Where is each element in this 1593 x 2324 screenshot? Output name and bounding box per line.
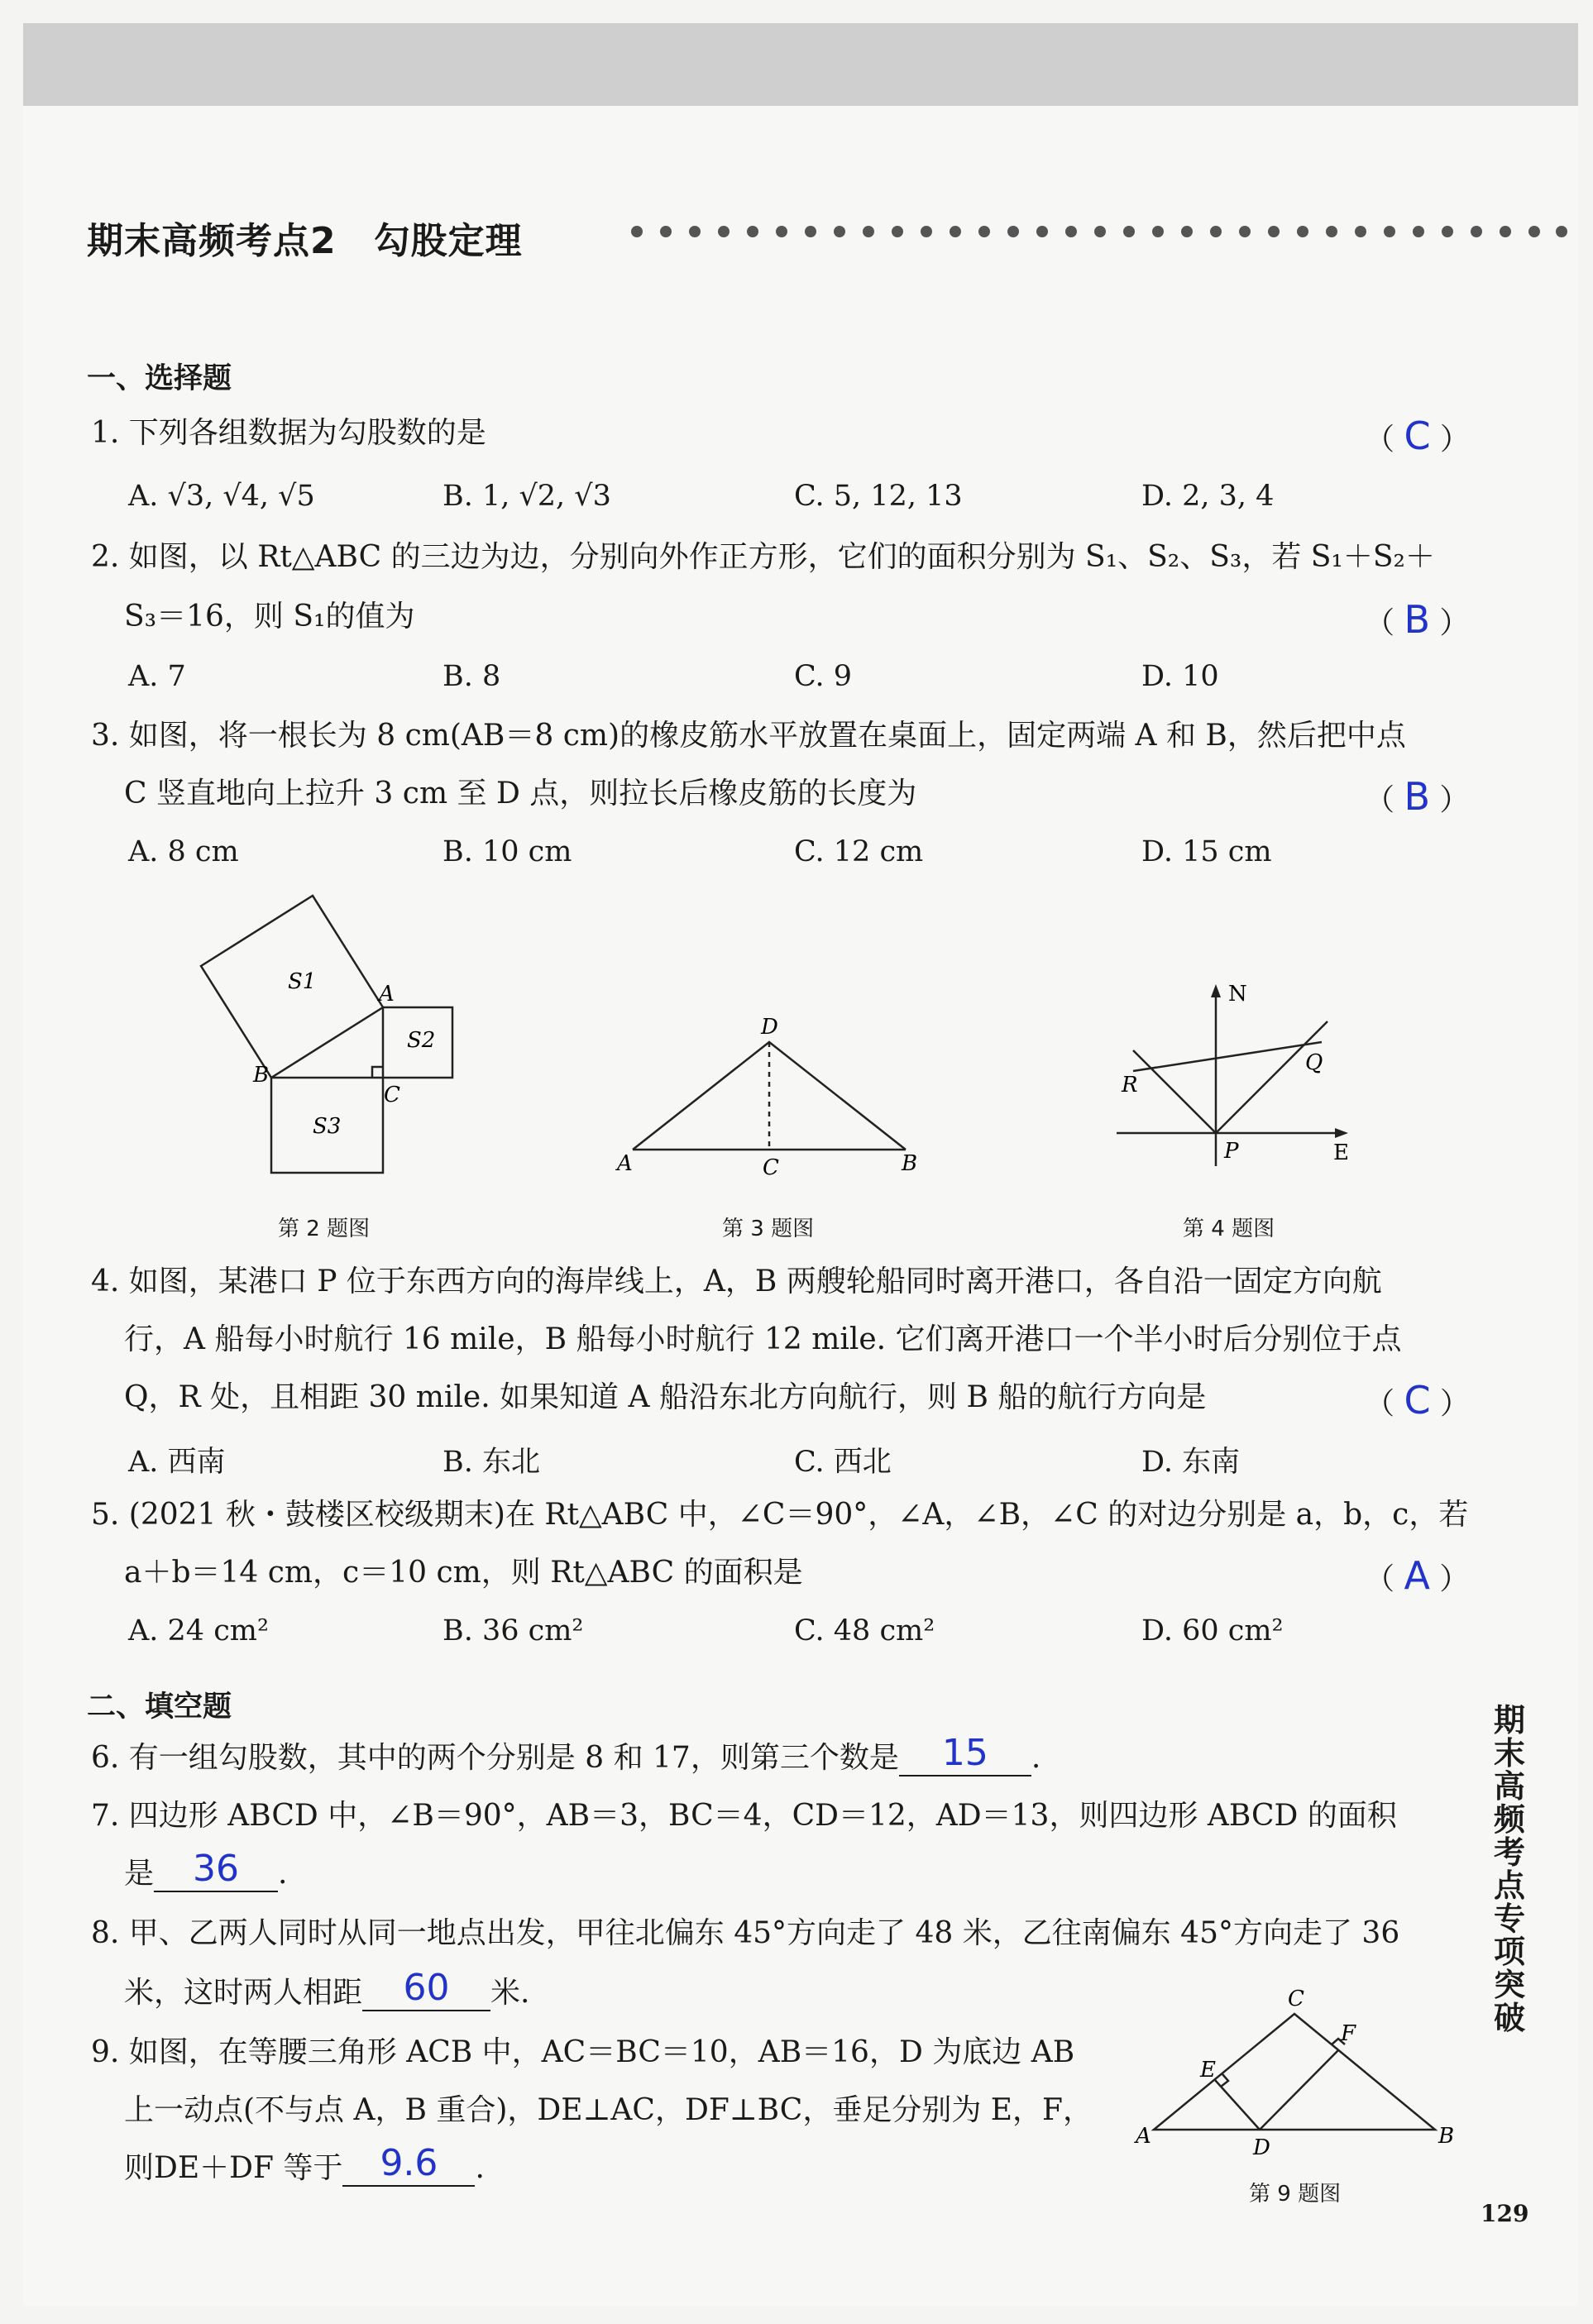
fig2-label-a: A: [379, 982, 395, 1007]
q2-line1: 2. 如图，以 Rt△ABC 的三边为边，分别向外作正方形，它们的面积分别为 S₁、S₂、S₃，若 S₁＋S₂＋: [91, 540, 1435, 574]
q6-row: [91, 1732, 1041, 1776]
fig9-label-c: C: [1288, 1987, 1304, 2011]
q2-option-c: C. 9: [794, 660, 853, 693]
q4-option-d: D. 东南: [1141, 1446, 1241, 1479]
q9-row3: [124, 2142, 485, 2187]
fig9-label-f: F: [1341, 2021, 1356, 2046]
fig3-label-a: A: [617, 1151, 633, 1176]
q4-answer-bracket: （ C ）: [1365, 1378, 1471, 1423]
q8-answer: 60: [403, 1967, 450, 2009]
q8-line2: 米，这时两人相距: [124, 1976, 363, 2010]
q7-line1: 7. 四边形 ABCD 中，∠B＝90°，AB＝3，BC＝4，CD＝12，AD＝13，则四边形 ABCD 的面积: [91, 1799, 1397, 1833]
q3-line2: C 竖直地向上拉升 3 cm 至 D 点，则拉长后橡皮筋的长度为: [124, 777, 917, 811]
fig4-caption: 第 4 题图: [1183, 1217, 1275, 1241]
q3-answer: B: [1404, 774, 1431, 819]
fig2-label-s2: S2: [407, 1028, 436, 1053]
fig3-caption: 第 3 题图: [722, 1217, 815, 1241]
q8-blank: [362, 1967, 490, 2011]
title-dot-leader: [629, 217, 1571, 246]
q4-option-a: A. 西南: [128, 1446, 226, 1479]
q4-line3: Q，R 处，且相距 30 mile. 如果知道 A 船沿东北方向航行，则 B 船的航行方向是: [124, 1380, 1207, 1414]
q3-option-a: A. 8 cm: [128, 835, 239, 868]
fig9-label-b: B: [1438, 2124, 1455, 2149]
q6-answer: 15: [941, 1732, 988, 1774]
q5-line2: a＋b＝14 cm，c＝10 cm，则 Rt△ABC 的面积是: [124, 1556, 803, 1590]
q5-option-c: C. 48 cm²: [794, 1614, 935, 1647]
q9-end: .: [475, 2151, 485, 2185]
fig9-label-d: D: [1253, 2135, 1270, 2160]
q2-option-a: A. 7: [128, 660, 186, 693]
sidebar-vertical-label: 期末高频考点专项突破: [1493, 1702, 1525, 2036]
top-gray-bar: [23, 23, 1578, 106]
q5-answer-bracket: （ A ）: [1365, 1553, 1470, 1598]
page-title: 期末高频考点2 勾股定理: [87, 220, 523, 262]
q1-answer-bracket: （ C ）: [1365, 414, 1471, 458]
fig9-label-e: E: [1200, 2058, 1216, 2083]
q1-option-c: C. 5, 12, 13: [794, 480, 963, 513]
fig2-label-b: B: [253, 1063, 270, 1088]
q7-answer: 36: [193, 1848, 240, 1890]
q9-answer: 9.6: [380, 2142, 438, 2184]
q1-option-b: B. 1, √2, √3: [442, 480, 611, 513]
q8-row2: [124, 1967, 530, 2011]
fig9-caption: 第 9 题图: [1249, 2182, 1342, 2207]
section-choice-heading: 一、选择题: [87, 362, 232, 395]
q2-answer: B: [1404, 597, 1431, 642]
q9-blank: [342, 2142, 475, 2187]
q4-answer: C: [1404, 1378, 1431, 1423]
fig3-label-d: D: [761, 1015, 778, 1040]
q4-line1: 4. 如图，某港口 P 位于东西方向的海岸线上，A，B 两艘轮船同时离开港口，各自沿一固定方向航: [91, 1265, 1382, 1298]
q5-option-a: A. 24 cm²: [128, 1614, 270, 1647]
fig4-label-r: R: [1122, 1073, 1138, 1097]
q3-answer-bracket: （ B ）: [1365, 774, 1470, 819]
q5-line1: 5. (2021 秋・鼓楼区校级期末)在 Rt△ABC 中，∠C＝90°，∠A，∠B，∠C 的对边分别是 a，b，c，若: [91, 1498, 1469, 1532]
fig2-label-s3: S3: [313, 1114, 342, 1139]
fig2-label-c: C: [384, 1083, 400, 1107]
q1-option-d: D. 2, 3, 4: [1141, 480, 1275, 513]
fig2-label-s1: S1: [288, 969, 317, 994]
fig4-label-q: Q: [1305, 1050, 1323, 1075]
figure-2: [190, 885, 471, 1199]
q4-option-b: B. 东北: [442, 1446, 540, 1479]
page-number: 129: [1481, 2200, 1529, 2227]
q5-answer: A: [1404, 1553, 1430, 1598]
q3-option-b: B. 10 cm: [442, 835, 572, 868]
q2-option-b: B. 8: [442, 660, 501, 693]
q7-row2: [124, 1848, 288, 1892]
q1-answer: C: [1404, 414, 1431, 458]
q7-end: .: [278, 1857, 288, 1891]
fig3-label-c: C: [763, 1155, 779, 1179]
figure-9: [1129, 1981, 1476, 2163]
fig2-caption: 第 2 题图: [278, 1217, 371, 1241]
figure-4: [1108, 976, 1373, 1174]
q6-blank: [899, 1732, 1031, 1776]
fig4-label-e: E: [1333, 1140, 1349, 1165]
fig4-label-n: N: [1228, 982, 1247, 1007]
q6-end: .: [1031, 1741, 1041, 1775]
q3-option-c: C. 12 cm: [794, 835, 924, 868]
q2-option-d: D. 10: [1141, 660, 1219, 693]
q4-option-c: C. 西北: [794, 1446, 892, 1479]
q4-line2: 行，A 船每小时航行 16 mile，B 船每小时航行 12 mile. 它们离开港口一个半小时后分别位于点: [124, 1322, 1402, 1356]
q9-line1: 9. 如图，在等腰三角形 ACB 中，AC＝BC＝10，AB＝16，D 为底边 AB: [91, 2035, 1075, 2069]
q6-text: 6. 有一组勾股数，其中的两个分别是 8 和 17，则第三个数是: [91, 1741, 899, 1775]
fig3-label-b: B: [902, 1151, 918, 1176]
q2-answer-bracket: （ B ）: [1365, 597, 1470, 642]
q3-line1: 3. 如图，将一根长为 8 cm(AB＝8 cm)的橡皮筋水平放置在桌面上，固定两端 A 和 B，然后把中点: [91, 719, 1406, 753]
section-fill-heading: 二、填空题: [87, 1690, 232, 1724]
figure-3: [612, 1005, 935, 1179]
q5-option-d: D. 60 cm²: [1141, 1614, 1284, 1647]
q1-text: 1. 下列各组数据为勾股数的是: [91, 416, 486, 450]
q7-line2: 是: [124, 1857, 155, 1891]
q9-line2: 上一动点(不与点 A，B 重合)，DE⊥AC，DF⊥BC，垂足分别为 E，F，: [124, 2093, 1093, 2127]
q2-line2: S₃＝16，则 S₁的值为: [124, 600, 415, 634]
q9-line3: 则DE＋DF 等于: [124, 2151, 343, 2185]
fig9-label-a: A: [1136, 2124, 1151, 2149]
q5-option-b: B. 36 cm²: [442, 1614, 584, 1647]
fig4-label-p: P: [1224, 1139, 1239, 1164]
q8-end: 米.: [490, 1976, 530, 2010]
q3-option-d: D. 15 cm: [1141, 835, 1272, 868]
q1-option-a: A. √3, √4, √5: [128, 480, 315, 513]
q8-line1: 8. 甲、乙两人同时从同一地点出发，甲往北偏东 45°方向走了 48 米，乙往南偏东 45°方向走了 36: [91, 1916, 1400, 1950]
q7-blank: [154, 1848, 278, 1892]
